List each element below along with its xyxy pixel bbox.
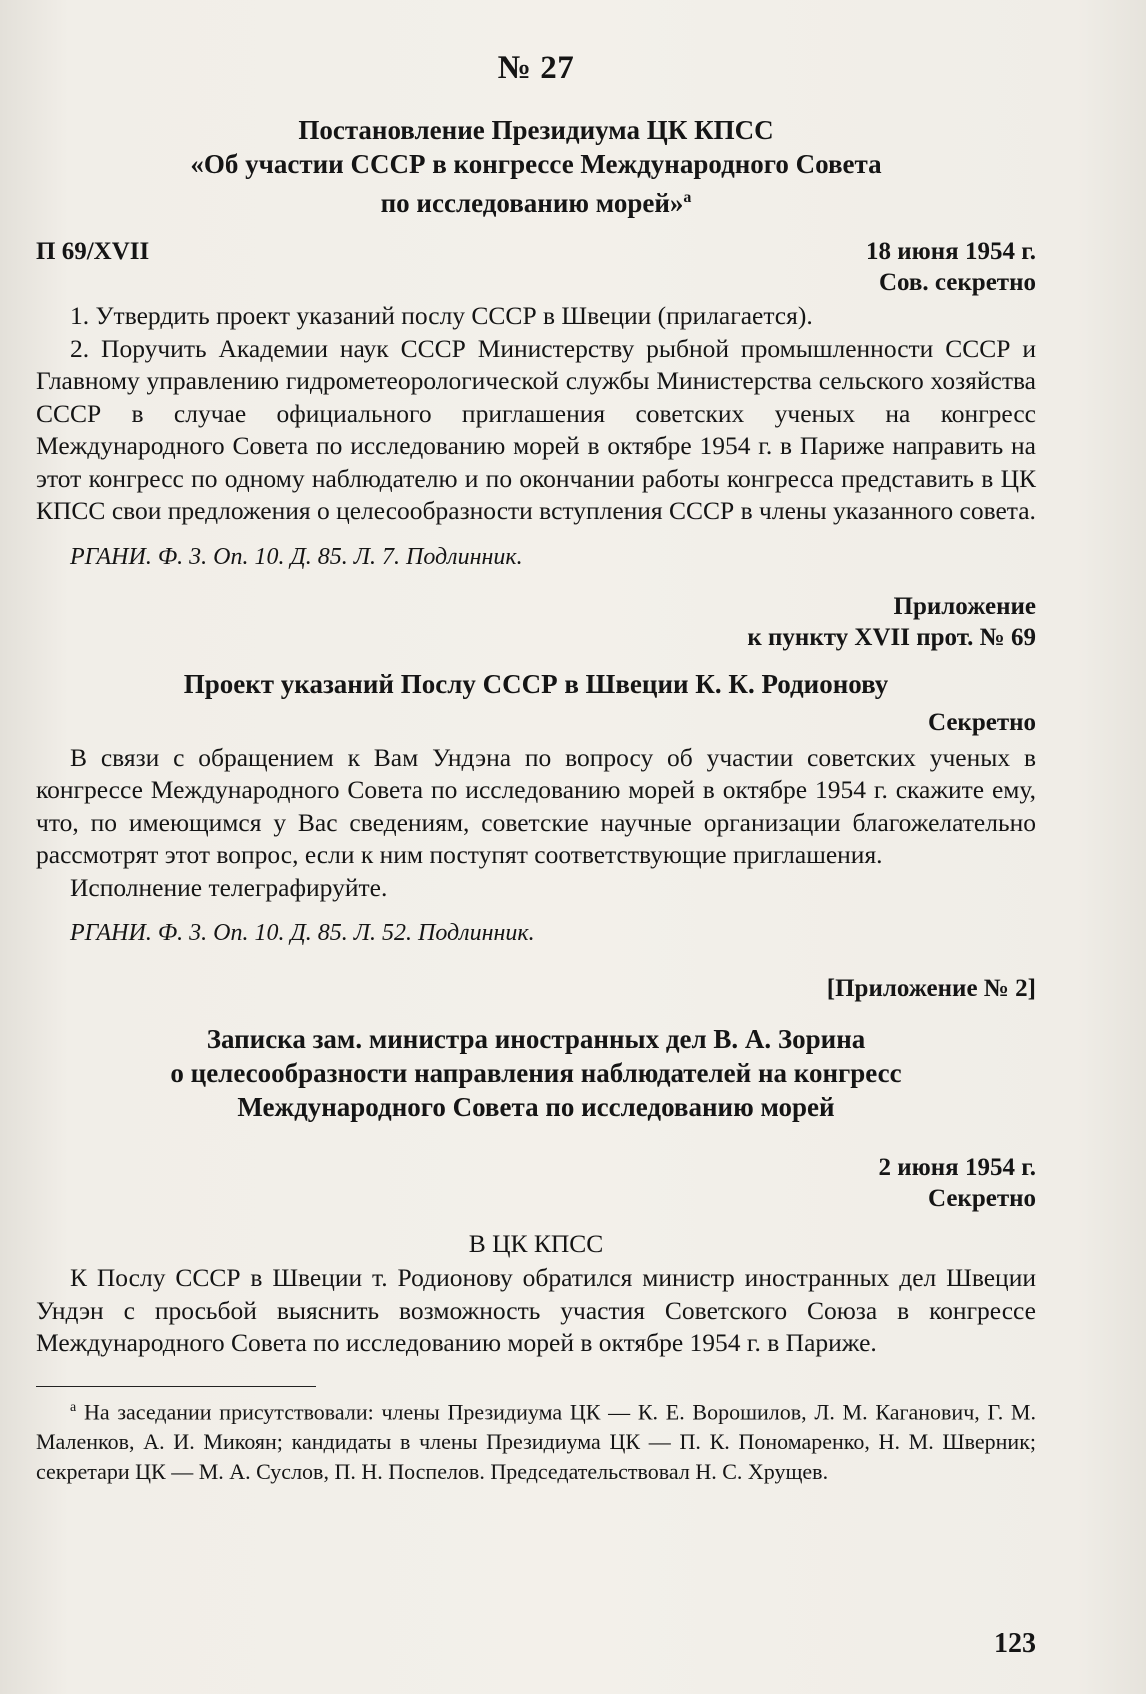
draft-instructions-title: Проект указаний Послу СССР в Швеции К. К. Родионову — [183, 668, 889, 699]
appendix-line-1: Приложение — [893, 592, 1036, 620]
footnote-divider — [36, 1386, 316, 1387]
resolution-date: 18 июня 1954 г. — [866, 238, 1036, 265]
note-title-line-2: о целесообразности направления наблюдателей на конгресс — [170, 1058, 902, 1088]
note-title — [36, 1022, 1036, 1124]
title-line-1: Постановление Президиума ЦК КПСС — [298, 115, 774, 145]
draft-classification: Секретно — [927, 708, 1036, 736]
classification-stamp: Сов. секретно — [878, 269, 1036, 296]
resolution-item-2: 2. Поручить Академии наук СССР Министерству рыбной промышленности СССР и Главному управлению гидрометеорологической службы Министерства сельского хозяйства СССР в случае официального приглашения советских ученых на конгресс Международного Совета по исследованию морей в октябре 1954 г. в Париже направить на этот конгресс по одному наблюдателю и по окончании работы конгресса представить в ЦК КПСС свои предложения о целесообразности вступления СССР в члены указанного совета. — [36, 333, 1036, 525]
title-line-3-text: по исследованию морей» — [380, 188, 684, 218]
draft-paragraph-1: В связи с обращением к Вам Ундэна по вопросу об участии советских ученых в конгрессе Международного Совета по исследованию морей в октябре 1954 г. скажите ему, что, по имеющимся у Вас сведениям, советские научные организации благожелательно рассмотрят этот вопрос, если к ним поступят соответствующие приглашения. — [36, 742, 1036, 869]
document-number: № 27 — [497, 50, 575, 86]
appendix-heading — [36, 591, 1036, 653]
footnote-mark: а — [70, 1399, 77, 1415]
note-header — [36, 1152, 1036, 1214]
note-date: 2 июня 1954 г. — [878, 1154, 1036, 1181]
footnote — [36, 1393, 1036, 1487]
resolution-item-1: 1. Утвердить проект указаний послу СССР в Швеции (прилагается). — [70, 301, 813, 330]
note-classification: Секретно — [927, 1185, 1036, 1212]
archive-source-2: РГАНИ. Ф. 3. Оп. 10. Д. 85. Л. 52. Подлинник. — [70, 920, 535, 946]
note-title-line-1: Записка зам. министра иностранных дел В. А. Зорина — [206, 1024, 866, 1054]
resolution-title — [36, 113, 1036, 220]
note-paragraph: К Послу СССР в Швеции т. Родионову обратился министр иностранных дел Швеции Ундэн с просьбой выяснить возможность участия Советского Союза в конгрессе Международного Совета по исследованию морей в октябре 1954 г. в Париже. — [36, 1263, 1036, 1357]
page-number: 123 — [994, 1628, 1036, 1659]
appendix-2-label: [Приложение № 2] — [826, 975, 1036, 1002]
footnote-text: На заседании присутствовали: члены Президиума ЦК — К. Е. Ворошилов, Л. М. Каганович, Г. М. Маленков, А. И. Микоян; кандидаты в члены Президиума ЦК — П. К. Пономаренко, Н. М. Шверник; секретари ЦК — М. А. Суслов, П. Н. Поспелов. Председательствовал Н. С. Хрущев. — [36, 1398, 1036, 1484]
draft-paragraph-2: Исполнение телеграфируйте. — [70, 872, 388, 902]
appendix-line-2: к пункту XVII прот. № 69 — [747, 623, 1036, 651]
note-addressee: В ЦК КПСС — [468, 1229, 604, 1258]
note-title-line-3: Международного Совета по исследованию морей — [237, 1092, 835, 1122]
title-footnote-mark: а — [683, 189, 692, 206]
title-line-3 — [36, 181, 1036, 220]
archive-source-1: РГАНИ. Ф. 3. Оп. 10. Д. 85. Л. 7. Подлинник. — [70, 543, 523, 570]
protocol-date-row — [36, 236, 1036, 267]
title-line-2: «Об участии СССР в конгрессе Международного Совета — [190, 149, 882, 179]
protocol-number: П 69/XVII — [36, 238, 150, 265]
document-body — [36, 50, 1036, 1487]
